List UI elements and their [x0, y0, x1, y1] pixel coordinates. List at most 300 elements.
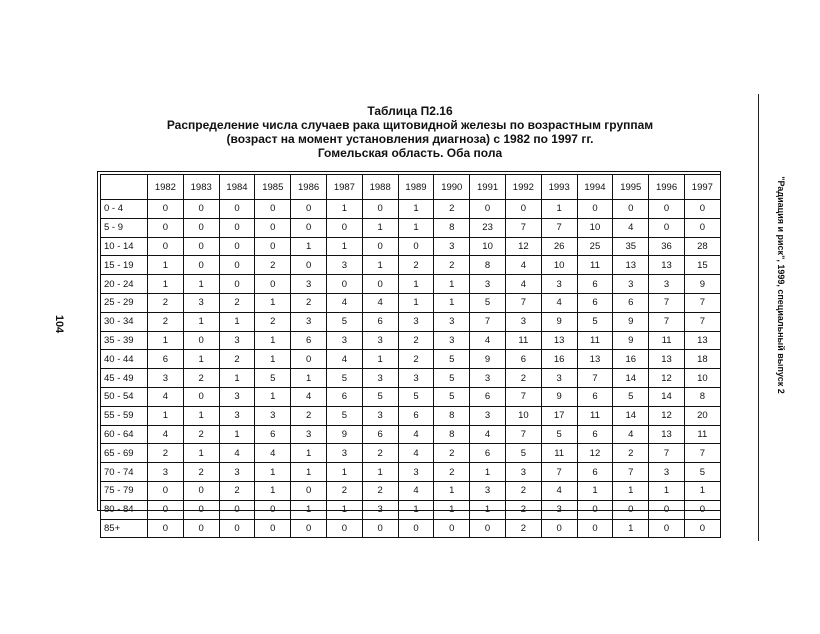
case-count-cell: 35 — [613, 237, 649, 256]
case-count-cell: 0 — [183, 218, 219, 237]
year-header-cell: 1982 — [148, 175, 184, 200]
case-count-cell: 5 — [255, 369, 291, 388]
year-header-cell: 1988 — [362, 175, 398, 200]
case-count-cell: 7 — [505, 218, 541, 237]
case-count-cell: 7 — [649, 444, 685, 463]
year-header-cell: 1989 — [398, 175, 434, 200]
case-count-cell: 3 — [362, 369, 398, 388]
case-count-cell: 2 — [291, 293, 327, 312]
case-count-cell: 1 — [255, 463, 291, 482]
case-count-cell: 17 — [541, 406, 577, 425]
case-count-cell: 1 — [255, 331, 291, 350]
case-count-cell: 1 — [398, 293, 434, 312]
case-count-cell: 0 — [255, 519, 291, 538]
case-count-cell: 3 — [362, 500, 398, 519]
case-count-cell: 7 — [505, 293, 541, 312]
case-count-cell: 10 — [541, 256, 577, 275]
case-count-cell: 0 — [577, 200, 613, 219]
table-row — [101, 350, 721, 369]
case-count-cell: 1 — [326, 200, 362, 219]
case-count-cell: 0 — [219, 218, 255, 237]
case-count-cell: 0 — [684, 218, 720, 237]
case-count-cell: 6 — [577, 293, 613, 312]
case-count-cell: 2 — [362, 481, 398, 500]
case-count-cell: 3 — [255, 406, 291, 425]
case-count-cell: 3 — [362, 331, 398, 350]
margin-rule — [758, 94, 759, 541]
case-count-cell: 0 — [219, 200, 255, 219]
case-count-cell: 2 — [434, 200, 470, 219]
case-count-cell: 0 — [577, 519, 613, 538]
case-count-cell: 8 — [434, 218, 470, 237]
case-count-cell: 3 — [470, 406, 506, 425]
case-count-cell: 0 — [148, 237, 184, 256]
case-count-cell: 9 — [326, 425, 362, 444]
case-count-cell: 0 — [148, 519, 184, 538]
case-count-cell: 0 — [148, 500, 184, 519]
case-count-cell: 6 — [291, 331, 327, 350]
case-count-cell: 1 — [183, 406, 219, 425]
year-header-cell: 1983 — [183, 175, 219, 200]
case-count-cell: 1 — [398, 500, 434, 519]
case-count-cell: 3 — [291, 312, 327, 331]
title-line-region: Гомельская область. Оба пола — [317, 146, 503, 160]
case-count-cell: 6 — [505, 350, 541, 369]
case-count-cell: 7 — [684, 312, 720, 331]
case-count-cell: 5 — [362, 387, 398, 406]
case-count-cell: 2 — [255, 256, 291, 275]
case-count-cell: 4 — [541, 481, 577, 500]
case-count-cell: 9 — [541, 312, 577, 331]
case-count-cell: 1 — [255, 481, 291, 500]
table-body — [101, 200, 721, 538]
case-count-cell: 3 — [148, 369, 184, 388]
case-count-cell: 16 — [613, 350, 649, 369]
year-header-cell: 1990 — [434, 175, 470, 200]
case-count-cell: 12 — [505, 237, 541, 256]
case-count-cell: 0 — [219, 237, 255, 256]
table-row — [101, 256, 721, 275]
case-count-cell: 3 — [434, 237, 470, 256]
case-count-cell: 1 — [326, 463, 362, 482]
case-count-cell: 1 — [183, 444, 219, 463]
table-row — [101, 218, 721, 237]
case-count-cell: 0 — [362, 275, 398, 294]
case-count-cell: 0 — [183, 237, 219, 256]
case-count-cell: 1 — [649, 481, 685, 500]
case-count-cell: 4 — [398, 425, 434, 444]
case-count-cell: 13 — [613, 256, 649, 275]
year-header-cell: 1991 — [470, 175, 506, 200]
case-count-cell: 1 — [183, 350, 219, 369]
age-group-cell: 55 - 59 — [101, 406, 148, 425]
case-count-cell: 20 — [684, 406, 720, 425]
case-count-cell: 1 — [362, 256, 398, 275]
case-count-cell: 11 — [684, 425, 720, 444]
case-count-cell: 6 — [577, 275, 613, 294]
case-count-cell: 3 — [398, 369, 434, 388]
case-count-cell: 3 — [541, 500, 577, 519]
case-count-cell: 0 — [291, 481, 327, 500]
case-count-cell: 36 — [649, 237, 685, 256]
case-count-cell: 0 — [649, 519, 685, 538]
case-count-cell: 0 — [505, 200, 541, 219]
case-count-cell: 3 — [470, 369, 506, 388]
case-count-cell: 0 — [183, 331, 219, 350]
case-count-cell: 7 — [684, 444, 720, 463]
age-group-cell: 5 - 9 — [101, 218, 148, 237]
case-count-cell: 2 — [291, 406, 327, 425]
case-count-cell: 3 — [148, 463, 184, 482]
table-row — [101, 200, 721, 219]
case-count-cell: 2 — [505, 369, 541, 388]
case-count-cell: 2 — [505, 500, 541, 519]
case-count-cell: 9 — [541, 387, 577, 406]
case-count-cell: 3 — [291, 425, 327, 444]
case-count-cell: 1 — [291, 463, 327, 482]
table-row — [101, 481, 721, 500]
age-group-cell: 70 - 74 — [101, 463, 148, 482]
case-count-cell: 11 — [577, 256, 613, 275]
age-group-cell: 60 - 64 — [101, 425, 148, 444]
case-count-cell: 2 — [434, 256, 470, 275]
case-count-cell: 13 — [577, 350, 613, 369]
case-count-cell: 2 — [398, 331, 434, 350]
case-count-cell: 3 — [362, 406, 398, 425]
case-count-cell: 0 — [326, 218, 362, 237]
case-count-cell: 28 — [684, 237, 720, 256]
case-count-cell: 1 — [255, 293, 291, 312]
case-count-cell: 1 — [398, 275, 434, 294]
case-count-cell: 0 — [183, 500, 219, 519]
case-count-cell: 2 — [148, 312, 184, 331]
table-row — [101, 369, 721, 388]
data-table — [100, 174, 721, 538]
case-count-cell: 10 — [470, 237, 506, 256]
case-count-cell: 3 — [291, 275, 327, 294]
case-count-cell: 0 — [219, 256, 255, 275]
case-count-cell: 0 — [291, 218, 327, 237]
case-count-cell: 3 — [470, 275, 506, 294]
case-count-cell: 2 — [183, 463, 219, 482]
table-row — [101, 406, 721, 425]
table-row — [101, 275, 721, 294]
case-count-cell: 1 — [362, 463, 398, 482]
year-header-cell: 1995 — [613, 175, 649, 200]
case-count-cell: 4 — [613, 425, 649, 444]
case-count-cell: 2 — [148, 444, 184, 463]
case-count-cell: 0 — [291, 256, 327, 275]
case-count-cell: 0 — [183, 519, 219, 538]
case-count-cell: 6 — [326, 387, 362, 406]
year-header-cell: 1994 — [577, 175, 613, 200]
case-count-cell: 10 — [505, 406, 541, 425]
case-count-cell: 26 — [541, 237, 577, 256]
case-count-cell: 0 — [183, 200, 219, 219]
case-count-cell: 0 — [470, 519, 506, 538]
case-count-cell: 3 — [541, 275, 577, 294]
title-line-table-number: Таблица П2.16 — [367, 104, 453, 118]
case-count-cell: 0 — [326, 275, 362, 294]
case-count-cell: 6 — [470, 444, 506, 463]
case-count-cell: 0 — [183, 481, 219, 500]
case-count-cell: 15 — [684, 256, 720, 275]
case-count-cell: 6 — [362, 312, 398, 331]
case-count-cell: 0 — [326, 519, 362, 538]
case-count-cell: 1 — [362, 218, 398, 237]
case-count-cell: 8 — [434, 425, 470, 444]
case-count-cell: 0 — [219, 500, 255, 519]
case-count-cell: 3 — [219, 463, 255, 482]
case-count-cell: 6 — [613, 293, 649, 312]
case-count-cell: 0 — [255, 237, 291, 256]
case-count-cell: 4 — [148, 387, 184, 406]
case-count-cell: 11 — [577, 331, 613, 350]
case-count-cell: 4 — [505, 275, 541, 294]
year-header-cell: 1985 — [255, 175, 291, 200]
case-count-cell: 5 — [326, 369, 362, 388]
case-count-cell: 12 — [649, 406, 685, 425]
case-count-cell: 4 — [219, 444, 255, 463]
case-count-cell: 1 — [255, 350, 291, 369]
case-count-cell: 1 — [613, 481, 649, 500]
age-group-cell: 40 - 44 — [101, 350, 148, 369]
table-title — [100, 104, 720, 160]
case-count-cell: 2 — [183, 369, 219, 388]
case-count-cell: 8 — [470, 256, 506, 275]
table-row — [101, 425, 721, 444]
case-count-cell: 7 — [577, 369, 613, 388]
case-count-cell: 6 — [470, 387, 506, 406]
case-count-cell: 13 — [649, 425, 685, 444]
case-count-cell: 1 — [148, 256, 184, 275]
case-count-cell: 7 — [470, 312, 506, 331]
case-count-cell: 0 — [541, 519, 577, 538]
case-count-cell: 0 — [255, 200, 291, 219]
case-count-cell: 0 — [291, 350, 327, 369]
case-count-cell: 7 — [505, 387, 541, 406]
case-count-cell: 6 — [577, 387, 613, 406]
age-group-cell: 85+ — [101, 519, 148, 538]
case-count-cell: 2 — [362, 444, 398, 463]
case-count-cell: 1 — [470, 500, 506, 519]
case-count-cell: 12 — [649, 369, 685, 388]
case-count-cell: 11 — [577, 406, 613, 425]
case-count-cell: 6 — [577, 463, 613, 482]
case-count-cell: 1 — [398, 218, 434, 237]
case-count-cell: 2 — [505, 481, 541, 500]
age-group-cell: 45 - 49 — [101, 369, 148, 388]
case-count-cell: 0 — [362, 200, 398, 219]
case-count-cell: 11 — [505, 331, 541, 350]
case-count-cell: 4 — [541, 293, 577, 312]
case-count-cell: 5 — [398, 387, 434, 406]
case-count-cell: 4 — [398, 444, 434, 463]
case-count-cell: 1 — [613, 519, 649, 538]
case-count-cell: 1 — [291, 369, 327, 388]
case-count-cell: 3 — [219, 387, 255, 406]
case-count-cell: 13 — [649, 256, 685, 275]
year-header-cell: 1987 — [326, 175, 362, 200]
case-count-cell: 3 — [398, 312, 434, 331]
header-corner-cell — [101, 175, 148, 200]
age-group-cell: 25 - 29 — [101, 293, 148, 312]
year-header-cell: 1992 — [505, 175, 541, 200]
case-count-cell: 8 — [684, 387, 720, 406]
case-count-cell: 14 — [649, 387, 685, 406]
case-count-cell: 0 — [434, 519, 470, 538]
case-count-cell: 1 — [291, 500, 327, 519]
case-count-cell: 2 — [326, 481, 362, 500]
case-count-cell: 7 — [649, 293, 685, 312]
case-count-cell: 9 — [613, 312, 649, 331]
case-count-cell: 2 — [398, 256, 434, 275]
case-count-cell: 2 — [183, 425, 219, 444]
age-group-cell: 65 - 69 — [101, 444, 148, 463]
table-row — [101, 519, 721, 538]
case-count-cell: 3 — [219, 331, 255, 350]
case-count-cell: 5 — [434, 369, 470, 388]
case-count-cell: 1 — [183, 275, 219, 294]
case-count-cell: 1 — [219, 425, 255, 444]
case-count-cell: 1 — [434, 481, 470, 500]
case-count-cell: 1 — [470, 463, 506, 482]
case-count-cell: 0 — [613, 500, 649, 519]
case-count-cell: 2 — [505, 519, 541, 538]
case-count-cell: 0 — [148, 481, 184, 500]
case-count-cell: 7 — [541, 463, 577, 482]
case-count-cell: 0 — [148, 218, 184, 237]
case-count-cell: 7 — [613, 463, 649, 482]
case-count-cell: 7 — [649, 312, 685, 331]
case-count-cell: 4 — [148, 425, 184, 444]
case-count-cell: 3 — [649, 275, 685, 294]
case-count-cell: 0 — [398, 237, 434, 256]
case-count-cell: 1 — [183, 312, 219, 331]
case-count-cell: 3 — [505, 463, 541, 482]
case-count-cell: 0 — [470, 200, 506, 219]
case-count-cell: 25 — [577, 237, 613, 256]
case-count-cell: 10 — [684, 369, 720, 388]
case-count-cell: 1 — [577, 481, 613, 500]
case-count-cell: 4 — [470, 331, 506, 350]
case-count-cell: 8 — [434, 406, 470, 425]
case-count-cell: 0 — [362, 237, 398, 256]
case-count-cell: 5 — [434, 350, 470, 369]
case-count-cell: 1 — [291, 237, 327, 256]
case-count-cell: 11 — [649, 331, 685, 350]
case-count-cell: 0 — [684, 200, 720, 219]
case-count-cell: 0 — [255, 218, 291, 237]
case-count-cell: 1 — [148, 275, 184, 294]
case-count-cell: 5 — [541, 425, 577, 444]
case-count-cell: 10 — [577, 218, 613, 237]
case-count-cell: 12 — [577, 444, 613, 463]
case-count-cell: 0 — [649, 218, 685, 237]
case-count-cell: 0 — [291, 200, 327, 219]
age-group-cell: 30 - 34 — [101, 312, 148, 331]
case-count-cell: 2 — [434, 463, 470, 482]
age-group-cell: 10 - 14 — [101, 237, 148, 256]
table-row — [101, 387, 721, 406]
case-count-cell: 13 — [684, 331, 720, 350]
case-count-cell: 14 — [613, 406, 649, 425]
case-count-cell: 7 — [541, 218, 577, 237]
case-count-cell: 0 — [613, 200, 649, 219]
title-line-period: (возраст на момент установления диагноза) с 1982 по 1997 гг. — [226, 132, 594, 146]
case-count-cell: 4 — [255, 444, 291, 463]
case-count-cell: 3 — [649, 463, 685, 482]
case-count-cell: 0 — [649, 500, 685, 519]
case-count-cell: 14 — [613, 369, 649, 388]
table-row — [101, 463, 721, 482]
case-count-cell: 4 — [326, 293, 362, 312]
case-count-cell: 3 — [183, 293, 219, 312]
case-count-cell: 0 — [219, 275, 255, 294]
case-count-cell: 1 — [541, 200, 577, 219]
case-count-cell: 6 — [362, 425, 398, 444]
age-group-cell: 35 - 39 — [101, 331, 148, 350]
case-count-cell: 9 — [470, 350, 506, 369]
case-count-cell: 4 — [326, 350, 362, 369]
case-count-cell: 3 — [613, 275, 649, 294]
case-count-cell: 1 — [434, 293, 470, 312]
case-count-cell: 0 — [219, 519, 255, 538]
case-count-cell: 2 — [148, 293, 184, 312]
case-count-cell: 1 — [684, 481, 720, 500]
case-count-cell: 3 — [219, 406, 255, 425]
case-count-cell: 7 — [505, 425, 541, 444]
age-group-cell: 50 - 54 — [101, 387, 148, 406]
year-header-cell: 1993 — [541, 175, 577, 200]
case-count-cell: 2 — [434, 444, 470, 463]
case-count-cell: 16 — [541, 350, 577, 369]
year-header-cell: 1997 — [684, 175, 720, 200]
case-count-cell: 5 — [613, 387, 649, 406]
case-count-cell: 0 — [255, 500, 291, 519]
case-count-cell: 3 — [434, 331, 470, 350]
table-row — [101, 293, 721, 312]
case-count-cell: 4 — [291, 387, 327, 406]
case-count-cell: 7 — [684, 293, 720, 312]
case-count-cell: 6 — [577, 425, 613, 444]
year-header-cell: 1986 — [291, 175, 327, 200]
case-count-cell: 4 — [470, 425, 506, 444]
case-count-cell: 2 — [398, 350, 434, 369]
case-count-cell: 5 — [684, 463, 720, 482]
table-row — [101, 331, 721, 350]
case-count-cell: 3 — [541, 369, 577, 388]
case-count-cell: 1 — [362, 350, 398, 369]
table-row — [101, 312, 721, 331]
case-count-cell: 1 — [326, 500, 362, 519]
case-count-cell: 6 — [255, 425, 291, 444]
case-count-cell: 5 — [326, 312, 362, 331]
case-count-cell: 3 — [398, 463, 434, 482]
case-count-cell: 6 — [398, 406, 434, 425]
case-count-cell: 0 — [291, 519, 327, 538]
age-group-cell: 20 - 24 — [101, 275, 148, 294]
case-count-cell: 1 — [291, 444, 327, 463]
case-count-cell: 0 — [255, 275, 291, 294]
case-count-cell: 3 — [326, 331, 362, 350]
case-count-cell: 13 — [541, 331, 577, 350]
case-count-cell: 1 — [398, 200, 434, 219]
case-count-cell: 0 — [183, 387, 219, 406]
case-count-cell: 0 — [398, 519, 434, 538]
case-count-cell: 2 — [219, 350, 255, 369]
case-count-cell: 4 — [398, 481, 434, 500]
